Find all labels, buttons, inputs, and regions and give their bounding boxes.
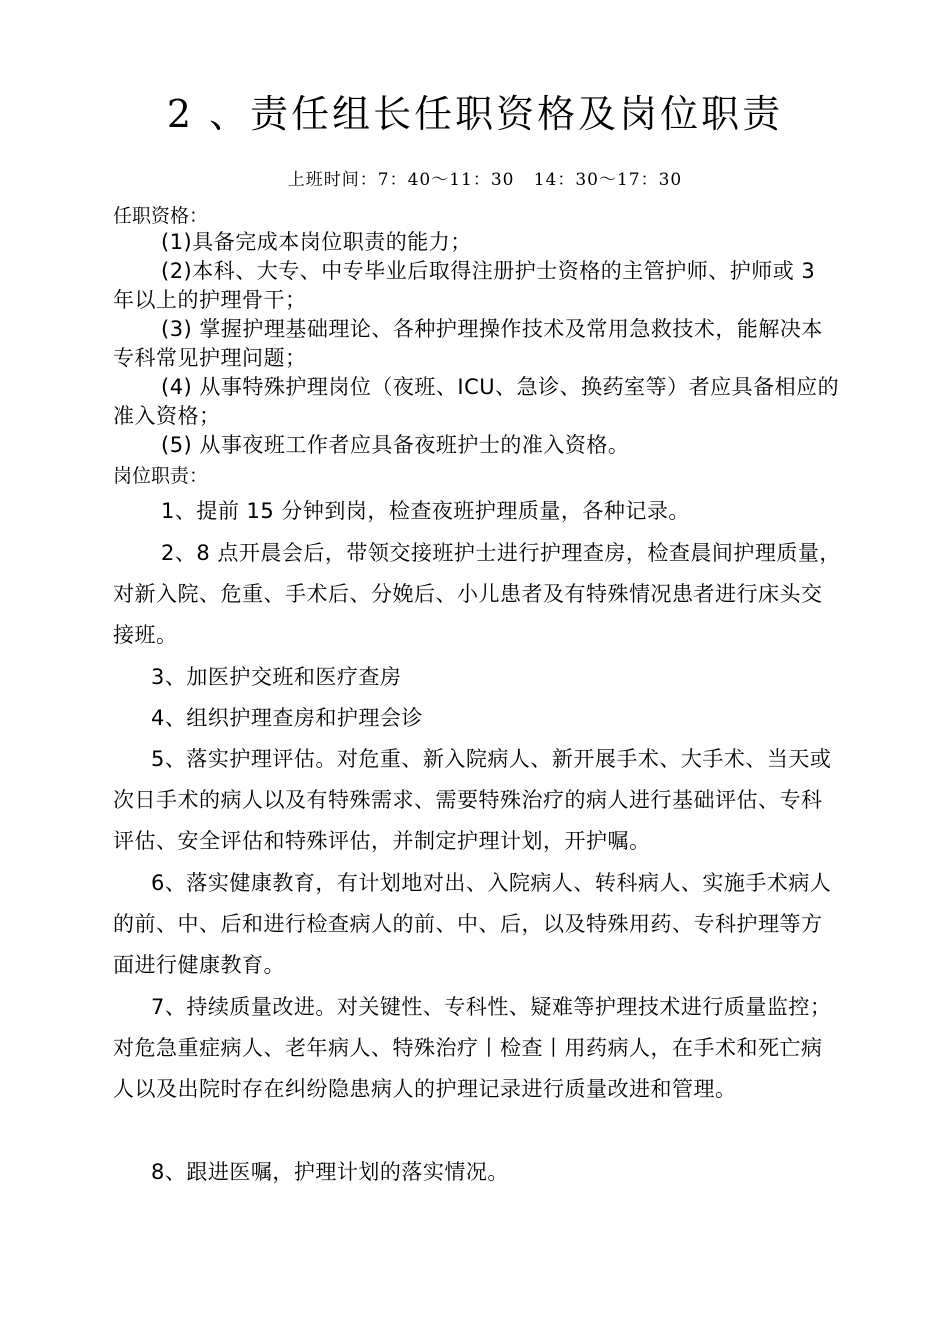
document-title: 2 、责任组长任职资格及岗位职责 — [166, 92, 784, 136]
duty-item: 3、加医护交班和医疗查房 — [151, 665, 402, 689]
duty-item: 7、持续质量改进。对关键性、专科性、疑难等护理技术进行质量监控；对危急重症病人、老年病人、特殊治疗丨检查丨用药病人，在手术和死亡病人以及出院时存在纠纷隐患病人的护理记录进行质量改进和管理。 — [113, 995, 832, 1101]
duty-item: 5、落实护理评估。对危重、新入院病人、新开展手术、大手术、当天或次日手术的病人以及有特殊需求、需要特殊治疗的病人进行基础评估、专科评估、安全评估和特殊评估，并制定护理计划，开护嘱。 — [113, 747, 832, 853]
duties-heading: 岗位职责： — [113, 465, 209, 487]
qualifications-heading: 任职资格： — [113, 205, 209, 227]
qualification-item: (4) 从事特殊护理岗位（夜班、ICU、急诊、换药室等）者应具备相应的准入资格； — [113, 375, 840, 428]
qualification-item: (5) 从事夜班工作者应具备夜班护士的准入资格。 — [161, 433, 630, 457]
qualification-item: (1)具备完成本岗位职责的能力； — [161, 230, 472, 254]
duty-item: 6、落实健康教育，有计划地对出、入院病人、转科病人、实施手术病人的前、中、后和进行检查病人的前、中、后，以及特殊用药、专科护理等方面进行健康教育。 — [113, 871, 832, 977]
work-hours: 上班时间：7：40～11：30 14：30～17：30 — [287, 170, 683, 190]
duty-item: 8、跟进医嘱，护理计划的落实情况。 — [151, 1160, 509, 1184]
qualification-item: (2)本科、大专、中专毕业后取得注册护士资格的主管护师、护师或 3 年以上的护理骨干； — [113, 259, 816, 312]
duty-item: 4、组织护理查房和护理会诊 — [151, 706, 423, 730]
qualification-item: (3) 掌握护理基础理论、各种护理操作技术及常用急救技术，能解决本专科常见护理问题； — [113, 317, 823, 370]
duty-item: 1、提前 15 分钟到岗，检查夜班护理质量，各种记录。 — [161, 499, 690, 523]
duty-item: 2、8 点开晨会后，带领交接班护士进行护理查房，检查晨间护理质量，对新入院、危重、手术后、分娩后、小儿患者及有特殊情况患者进行床头交接班。 — [113, 541, 841, 647]
